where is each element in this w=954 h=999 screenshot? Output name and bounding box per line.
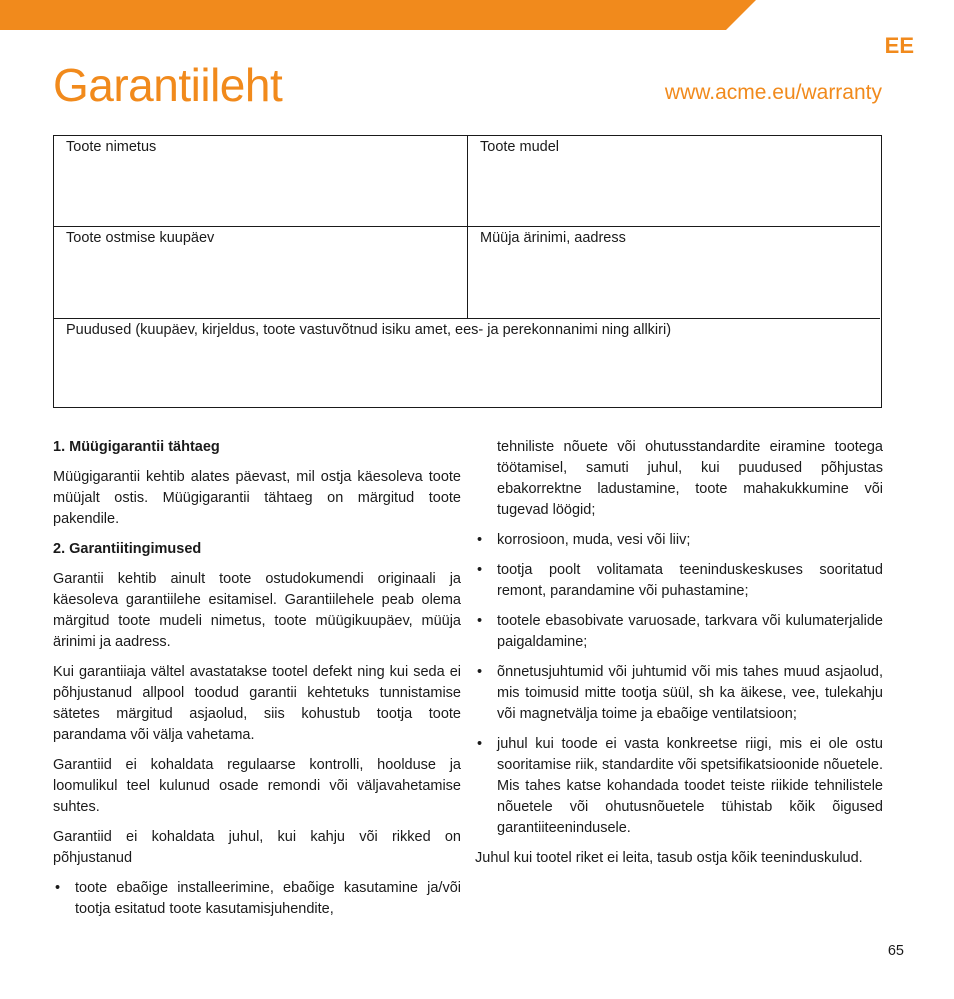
right-column bbox=[475, 437, 883, 878]
product-model-field[interactable] bbox=[468, 136, 880, 227]
seller-label: Müüja ärinimi, aadress bbox=[480, 230, 626, 246]
paragraph: Garantii kehtib ainult toote ostudokumendi originaali ja käesoleva garantiilehe esitamisel. Garantiilehele peab olema märgitud toote mudeli nimetus, toote müügikuupäev, müüja ärinimi ja aadress. bbox=[53, 571, 461, 650]
list-item bbox=[53, 878, 461, 920]
list-item-text: tootele ebasobivate varuosade, tarkvara või kulumaterjalide paigaldamine; bbox=[497, 613, 883, 650]
bullet-icon: • bbox=[477, 613, 483, 629]
bullet-icon: • bbox=[55, 880, 61, 896]
paragraph: Juhul kui tootel riket ei leita, tasub ostja kõik teeninduskulud. bbox=[475, 850, 863, 866]
language-code: EE bbox=[884, 33, 914, 58]
bullet-icon: • bbox=[477, 664, 483, 680]
list-item bbox=[475, 734, 883, 839]
warranty-url[interactable]: www.acme.eu/warranty bbox=[664, 81, 882, 104]
paragraph: Müügigarantii kehtib alates päevast, mil ostja käesoleva toote müüjalt ostis. Müügigarantii tähtaeg on märgitud toote pakendile. bbox=[53, 469, 461, 527]
list-item bbox=[475, 611, 883, 653]
section-heading-2: 2. Garantiitingimused bbox=[53, 541, 202, 557]
paragraph: Kui garantiiaja vältel avastatakse tootel defekt ning kui seda ei põhjustanud allpool toodud garantii kehtetuks tunnistamise sätetes märgitud asjaolud, siis kohustub tootja toote parandama või välja vahetama. bbox=[53, 664, 461, 743]
list-item-text: tootja poolt volitamata teeninduskeskuses sooritatud remont, parandamine või puhastamine; bbox=[497, 562, 883, 599]
list-item-continuation: tehniliste nõuete või ohutusstandardite eiramine tootega töötamisel, samuti juhul, kui puudused põhjustas ebakorrektne ladustamine, toote mahakukkumine või tugevad löögid; bbox=[497, 439, 883, 518]
warranty-form-table bbox=[53, 135, 882, 408]
orange-header-band bbox=[0, 0, 954, 30]
seller-field[interactable] bbox=[468, 227, 880, 319]
product-name-label: Toote nimetus bbox=[66, 139, 157, 155]
section-heading-1: 1. Müügigarantii tähtaeg bbox=[53, 439, 220, 455]
list-item bbox=[475, 530, 883, 551]
paragraph: Garantiid ei kohaldata juhul, kui kahju või rikked on põhjustanud bbox=[53, 829, 461, 866]
bullet-icon: • bbox=[477, 562, 483, 578]
list-item-text: toote ebaõige installeerimine, ebaõige kasutamine ja/või tootja esitatud toote kasutamisjuhendite, bbox=[75, 880, 461, 917]
bullet-icon: • bbox=[477, 736, 483, 752]
page-number: 65 bbox=[887, 943, 904, 959]
defects-label: Puudused (kuupäev, kirjeldus, toote vastuvõtnud isiku amet, ees- ja perekonnanimi ning allkiri) bbox=[66, 322, 672, 338]
defects-field[interactable] bbox=[54, 319, 880, 407]
purchase-date-field[interactable] bbox=[54, 227, 468, 319]
bullet-icon: • bbox=[477, 532, 483, 548]
list-item bbox=[475, 662, 883, 725]
product-name-field[interactable] bbox=[54, 136, 468, 227]
list-item-text: õnnetusjuhtumid või juhtumid või mis tahes muud asjaolud, mis toimusid mitte tootja süül, sh ka äikese, vee, tulekahju või magnetvälja toime ja ebaõige ventilatsioon; bbox=[497, 664, 883, 722]
list-item bbox=[475, 560, 883, 602]
left-column bbox=[53, 437, 461, 929]
list-item-text: korrosioon, muda, vesi või liiv; bbox=[497, 532, 691, 548]
list-item-text: juhul kui toode ei vasta konkreetse riigi, mis ei ole ostu sooritamise riik, standardite või spetsifikatsioonide nõuetele. Mis tahes katse kohandada toodet teiste riikide tehnilistele nõuetele või ohutusnõuetele tühistab kõik õigused garantiiteenindusele. bbox=[497, 736, 883, 836]
page-title: Garantiileht bbox=[53, 59, 283, 111]
purchase-date-label: Toote ostmise kuupäev bbox=[66, 230, 215, 246]
paragraph: Garantiid ei kohaldata regulaarse kontrolli, hoolduse ja loomulikul teel kulunud osade remondi või väljavahetamise suhtes. bbox=[53, 757, 461, 815]
product-model-label: Toote mudel bbox=[480, 139, 559, 155]
